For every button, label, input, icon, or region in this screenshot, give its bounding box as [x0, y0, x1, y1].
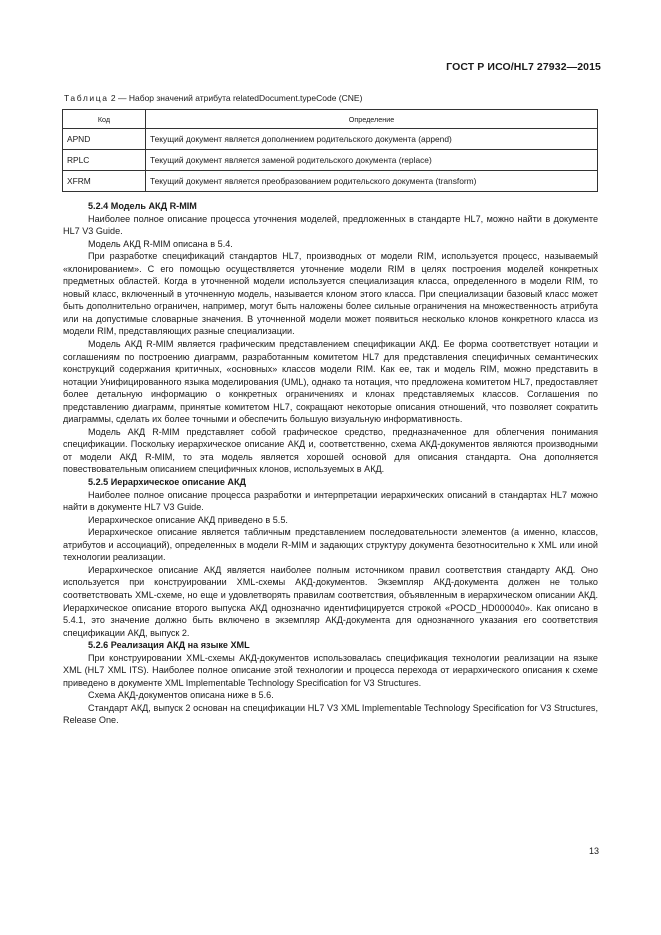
paragraph: Наиболее полное описание процесса уточнения моделей, предложенных в стандарте HL7, можно найти в документе HL7 V3 Guide. [63, 213, 598, 237]
paragraph: Схема АКД-документов описана ниже в 5.6. [88, 690, 274, 701]
paragraph: Стандарт АКД, выпуск 2 основан на спецификации HL7 V3 XML Implementable Technology Specification for V3 Structures, Release One. [63, 702, 598, 726]
section-heading-5-2-4: 5.2.4 Модель АКД R-MIM [88, 201, 197, 211]
table-caption [64, 93, 362, 103]
document-header: ГОСТ Р ИСО/HL7 27932—2015 [446, 61, 601, 73]
table-header-row [63, 110, 598, 129]
definition-cell: Текущий документ является заменой родительского документа (replace) [146, 150, 598, 171]
table-row [63, 150, 598, 171]
paragraph: Модель АКД R-MIM является графическим представлением спецификации АКД. Ее форма соответствует нотации и соглашениям по построению диаграмм, разработанным комитетом HL7 для представления специфичных семантических конструкций содержания критичных, «основных» классов модели RIM. Как ее, так и модель RIM, можно представить в нотации Унифицированного языка моделирования (UML), однако та нотация, что предложена комитетом HL7, предоставляет более детальную информацию о конкретных ограничениях и клонах представляемых классов. Соглашения по представлению диаграмм, принятые комитетом HL7, сокращают некоторые описания отношений, что позволяет сократить диаграммы, сделать их более точными и обеспечить большую визуальную информативность. [63, 339, 598, 425]
typecode-table [62, 109, 598, 192]
paragraph: Модель АКД R-MIM описана в 5.4. [88, 238, 233, 249]
table-row [63, 171, 598, 192]
table-row [63, 129, 598, 150]
definition-cell: Текущий документ является дополнением родительского документа (append) [146, 129, 598, 150]
paragraph: При разработке спецификаций стандартов HL7, производных от модели RIM, используется процесс, называемый «клонированием». С его помощью осуществляется уточнение модели RIM в целях построения моделей конкретных предметных областей. Когда в уточненной модели используется специализация класса, определенного в модели RIM, то новый класс, включенный в уточненную модель, называется клоном этого класса. При специализации базовый класс может быть дополнительно ограничен, например, могут быть наложены более сильные ограничения на множественность атрибута или на допустимые словарные значения. В уточненной модели может появиться несколько клонов конкретного класса из модели RIM, представляющих разные специализации. [63, 251, 598, 337]
column-header-definition: Определение [146, 110, 598, 129]
code-cell: APND [63, 129, 146, 150]
code-cell: RPLC [63, 150, 146, 171]
paragraph: Иерархическое описание является табличным представлением последовательности элементов (а именно, классов, атрибутов и ассоциаций), определенных в модели R-MIM и задающих структуру документа безотносительно к XML или иной технологии реализации. [63, 527, 598, 563]
paragraph: Модель АКД R-MIM представляет собой графическое средство, предназначенное для облегчения понимания спецификации. Поскольку иерархическое описание АКД и, соответственно, схема АКД-документов являются производными от модели АКД R-MIM, то эта модель является хорошей основой для описания стандарта. Она дополняется повествовательным описанием специфичных клонов, используемых в АКД. [63, 426, 598, 475]
paragraph: Наиболее полное описание процесса разработки и интерпретации иерархических описаний в стандартах HL7 можно найти в документе HL7 V3 Guide. [63, 489, 598, 513]
column-header-code: Код [63, 110, 146, 129]
paragraph: Иерархическое описание АКД является наиболее полным источником правил соответствия стандарту АКД. Оно используется при конструировании XML-схемы АКД-документов. Экземпляр АКД-документа должен не только соответствовать XML-схеме, но еще и удовлетворять правилам соответствия, объявленным в иерархическом описании АКД. Иерархическое описание второго выпуска АКД однозначно идентифицируется строкой «POCD_HD000040». Как описано в 5.4.1, это значение должно быть включено в экземпляр АКД-документа для однозначного указания его соответствия спецификации АКД, выпуск 2. [63, 564, 598, 638]
definition-cell: Текущий документ является преобразованием родительского документа (transform) [146, 171, 598, 192]
paragraph: При конструировании XML-схемы АКД-документов использовалась спецификация технологии реализации на языке XML (HL7 XML ITS). Наиболее полное описание этой технологии и процесса перехода от иерархического описания к схеме приведено в документе XML Implementable Technology Specification for V3 Structures. [63, 652, 598, 688]
code-cell: XFRM [63, 171, 146, 192]
page-number: 13 [588, 846, 599, 856]
paragraph: Иерархическое описание АКД приведено в 5.5. [88, 514, 288, 525]
document-body [63, 200, 598, 727]
table-caption-text: 2 — Набор значений атрибута relatedDocument.typeCode (CNE) [108, 93, 363, 103]
section-heading-5-2-5: 5.2.5 Иерархическое описание АКД [88, 477, 247, 488]
table-caption-prefix: Таблица [64, 93, 109, 103]
section-heading-5-2-6: 5.2.6 Реализация АКД на языке XML [88, 640, 250, 651]
